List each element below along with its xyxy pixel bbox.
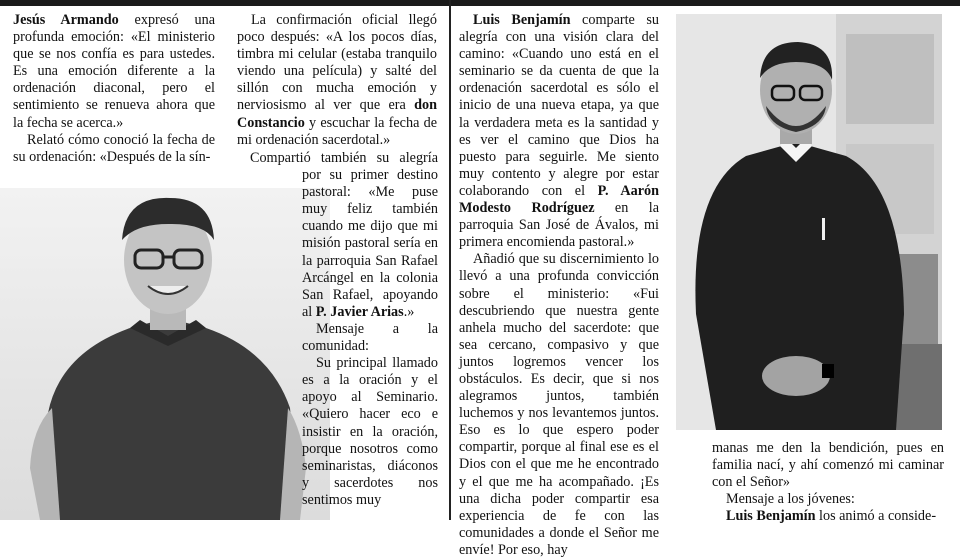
col2-paragraph-3: Mensaje a la comunidad: — [302, 320, 438, 355]
photo-jesus-armando — [0, 168, 330, 520]
col2-paragraph-4: Su principal llamado es a la oración y el apoyo al Seminario. «Quiero hacer eco e insistir en la oración, porque nosotros como seminaristas, diáconos y sacerdotes nos sentimos muy — [302, 355, 438, 508]
name-aaron-modesto: P. Aarón Modesto Rodríguez — [459, 182, 660, 217]
column-2-top — [237, 12, 437, 149]
col4-paragraph-2: Mensaje a los jóvenes: — [726, 491, 855, 508]
col3-paragraph-1: Luis Benjamín comparte su alegría con una visión clara del camino: «Cuando uno está en el seminario se da cuenta de que la ordenación sacerdotal es sólo el inicio de una nueva etapa, ya que la verdadera meta es la santidad y es ver el camino que Dios ha puesto para seguirle. Me siento muy contento y alegre por estar colaborando con el P. Aarón Modesto Rodríguez en la parroquia San José de Ávalos, mi primera encomienda pastoral.» — [459, 12, 660, 251]
name-luis-benjamin-2: Luis Benjamín — [726, 508, 816, 525]
portrait-right-image — [676, 14, 942, 430]
col2-paragraph-1: La confirmación oficial llegó poco después: «A los pocos días, timbra mi celular (estaba tranquilo viendo una película) y salté del sillón con mucha emoción y nerviosismo al ver que era don Constancio y escuchar la fecha de mi ordenación sacerdotal.» — [237, 12, 437, 148]
column-2-wrapped — [250, 150, 438, 509]
photo-luis-benjamin — [676, 14, 942, 430]
name-javier-arias: P. Javier Arias — [315, 303, 404, 320]
header-rule — [0, 0, 960, 6]
col1-paragraph-1: Jesús Armando expresó una profunda emoción: «El ministerio que se nos confía es para ustedes. Es una emoción diferente a la ordenación diaconal, pero el sentimiento se renueva ahora que la fecha se acerca.» — [13, 12, 216, 131]
portrait-left-image — [0, 168, 330, 520]
column-divider — [449, 0, 451, 520]
col1-paragraph-2: Relató cómo conoció la fecha de su ordenación: «Después de la sín- — [13, 131, 215, 165]
column-1 — [13, 12, 215, 166]
name-don-constancio: don Constancio — [237, 97, 437, 131]
col3-paragraph-2: Añadió que su discernimiento lo llevó a una profunda convicción sobre el ministerio: «Fui descubriendo que nuestra gente anhela mucho del sacerdote: que sea cercano, compasivo y que juntos logremos vencer los obstáculos. Es decir, que si nos alegramos juntos, también luchemos y nos levantemos juntos. Eso es lo que espero poder compartir, porque al final ese es el Dios con el que me he encontrado y el que me ha acompañado. ¡Es una dicha poder compartir esa experiencia de fe con las comunidades a donde el Señor me envíe! Por eso, hay — [459, 251, 659, 558]
col4-paragraph-3: Luis Benjamín los animó a conside- — [726, 508, 937, 525]
col2-paragraph-2: Compartió también su alegría por su primer destino pastoral: «Me puse muy feliz también cuando me dijo que mi misión pastoral sería en la parroquia San Rafael Arcángel en la colonia San Rafael, apoyando al P. Javier Arias.» — [250, 150, 438, 320]
name-jesus-armando: Jesús Armando — [13, 12, 119, 28]
column-4 — [712, 440, 944, 525]
name-luis-benjamin: Luis Benjamín — [473, 12, 571, 28]
column-3 — [459, 12, 659, 559]
col4-paragraph-1: manas me den la bendición, pues en familia nací, y ahí comenzó mi caminar con el Señor» — [712, 440, 944, 491]
